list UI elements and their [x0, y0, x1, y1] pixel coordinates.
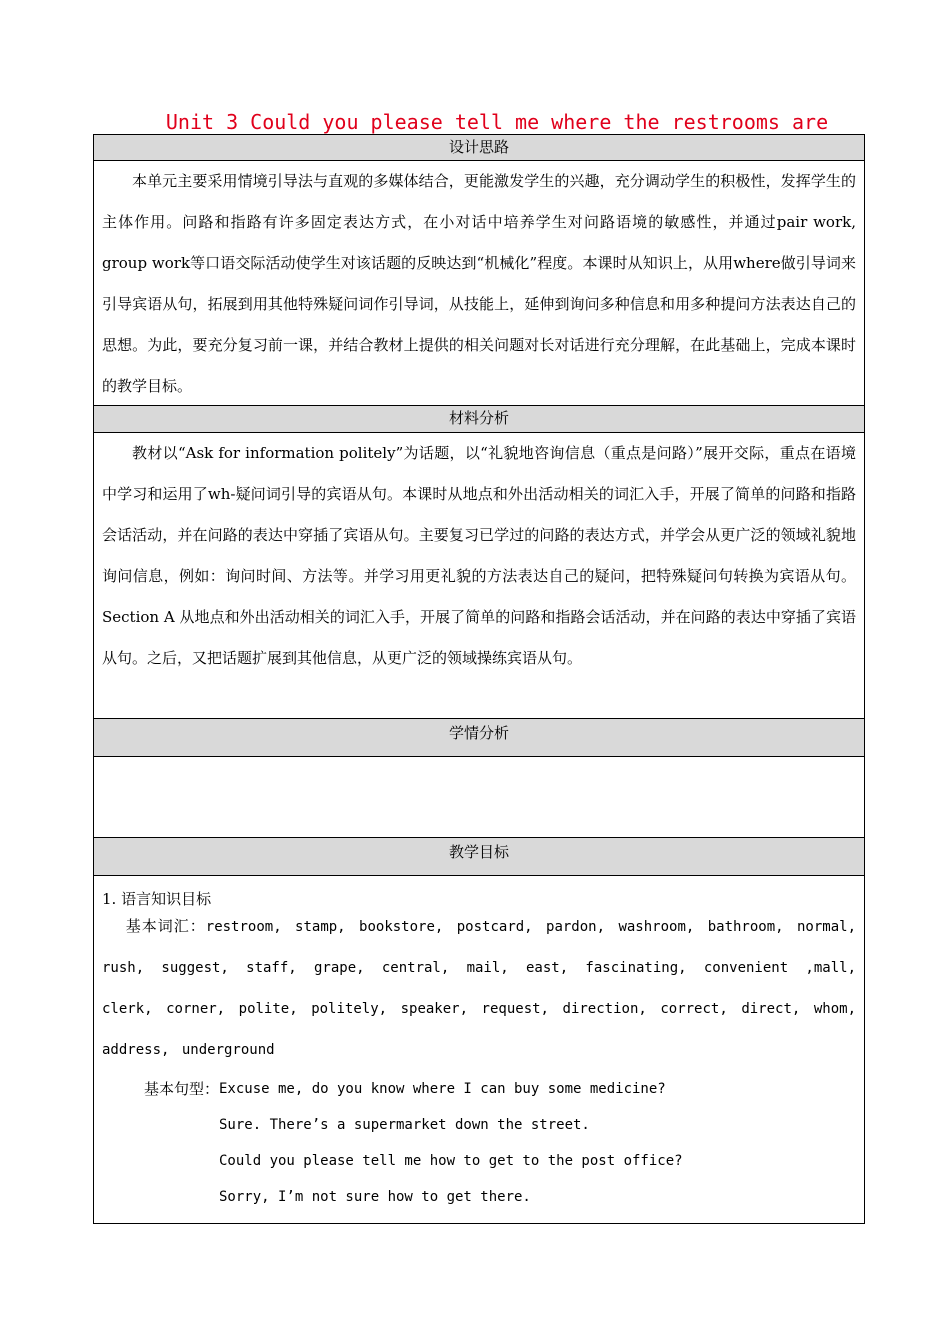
- goal-item-language: 1. 语言知识目标: [102, 890, 212, 908]
- sentence-row: [102, 1107, 856, 1143]
- material-body: 教材以“Ask for information politely”为话题，以“礼貌地咨询信息（重点是问路）”展开交际，重点在语境中学习和运用了wh-疑问词引导的宾语从句。本课时从地点和外出活动相关的词汇入手，开展了简单的问路和指路会话活动，并在问路的表达中穿插了宾语从句。主要复习已学过的问路的表达方式，并学会从更广泛的领域礼貌地询问信息，例如：询问时间、方法等。并学习用更礼貌的方法表达自己的疑问，把特殊疑问句转换为宾语从句。Section A 从地点和外出活动相关的词汇入手，开展了简单的问路和指路会话活动，并在问路的表达中穿插了宾语从句。之后，又把话题扩展到其他信息，从更广泛的领域操练宾语从句。: [94, 433, 864, 719]
- material-header: 材料分析: [94, 406, 864, 433]
- sentence-text: Excuse me, do you know where I can buy some medicine?: [219, 1081, 666, 1097]
- sentence-text: Sorry, I’m not sure how to get there.: [219, 1189, 531, 1205]
- vocabulary-label: 基本词汇：: [125, 917, 206, 935]
- vocabulary-words: restroom, stamp, bookstore, postcard, pardon, washroom, bathroom, normal, rush, suggest, staff, grape, central, mail, east, fascinating, convenient ,mall, clerk, corner, polite, politely, speaker, request, direction, correct, direct, whom, address, underground: [102, 919, 856, 1058]
- lesson-plan-table: [93, 134, 865, 1224]
- page-title: Unit 3 Could you please tell me where the restrooms are: [165, 110, 829, 134]
- sentence-text: Could you please tell me how to get to the post office?: [219, 1153, 683, 1169]
- student-header: 学情分析: [94, 719, 864, 757]
- sentence-text: Sure. There’s a supermarket down the street.: [219, 1117, 590, 1133]
- sentence-row: [102, 1071, 856, 1107]
- sentence-label: 基本句型：: [143, 1080, 219, 1098]
- vocabulary-block: [102, 906, 856, 1071]
- design-header: 设计思路: [94, 135, 864, 161]
- goals-header: 教学目标: [94, 838, 864, 876]
- goals-body: [94, 876, 864, 1223]
- sentence-row: [102, 1179, 856, 1223]
- student-body: [94, 757, 864, 838]
- design-body: 本单元主要采用情境引导法与直观的多媒体结合，更能激发学生的兴趣，充分调动学生的积极性，发挥学生的主体作用。问路和指路有许多固定表达方式，在小对话中培养学生对问路语境的敏感性，并通过pair work, group work等口语交际活动使学生对该话题的反映达到“机械化”程度。本课时从知识上，从用where做引导词来引导宾语从句，拓展到用其他特殊疑问词作引导词，从技能上，延伸到询问多种信息和用多种提问方法表达自己的思想。为此，要充分复习前一课，并结合教材上提供的相关问题对长对话进行充分理解，在此基础上，完成本课时的教学目标。: [94, 161, 864, 406]
- sentence-row: [102, 1143, 856, 1179]
